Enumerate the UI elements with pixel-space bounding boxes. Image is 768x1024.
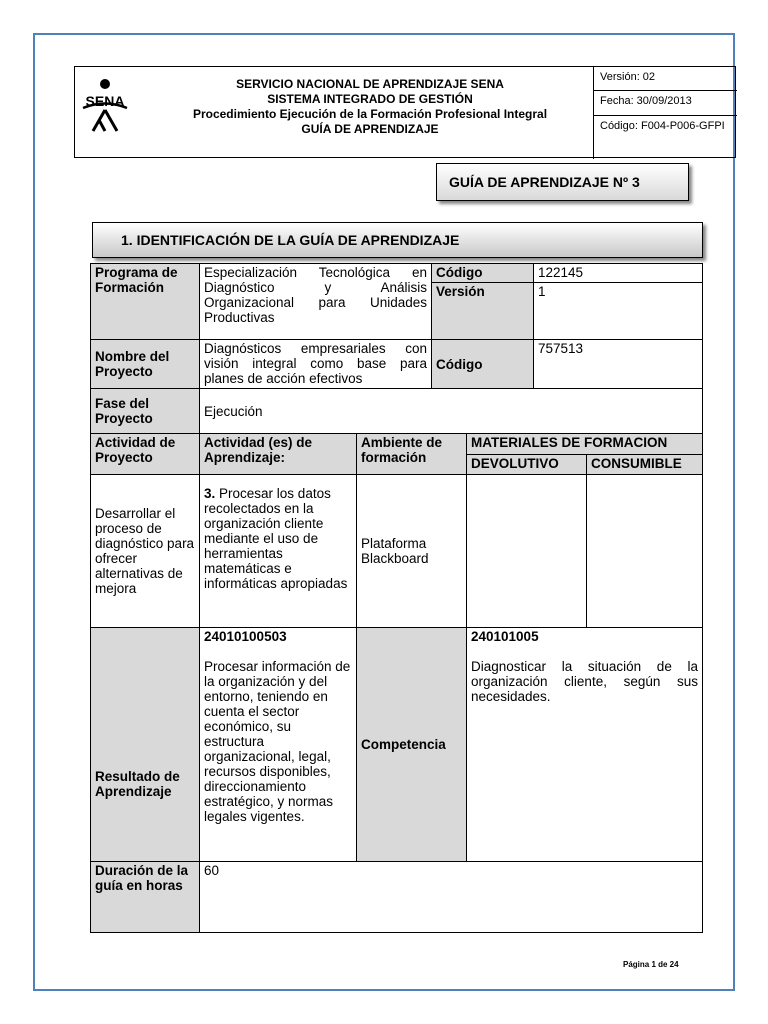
header-version: Versión: 02: [594, 67, 737, 91]
resultado-value: [199, 627, 357, 862]
header-line3: Procedimiento Ejecución de la Formación Profesional Integral: [192, 107, 548, 121]
competencia-label: [356, 627, 467, 862]
proyecto-value: Diagnósticos empresariales con visión integral como base para planes de acción efectivos: [199, 339, 432, 389]
codigo2-value: 757513: [533, 339, 703, 389]
header-line1: SERVICIO NACIONAL DE APRENDIZAJE SENA: [236, 77, 504, 91]
proyecto-label: [90, 339, 200, 389]
section-title: 1. IDENTIFICACIÓN DE LA GUÍA DE APRENDIZAJE: [92, 222, 703, 258]
programa-label: Programa de Formación: [90, 263, 200, 340]
consumible-label: CONSUMIBLE: [586, 454, 703, 475]
header-fecha: Fecha: 30/09/2013: [594, 91, 737, 116]
svg-text:SENA: SENA: [85, 93, 125, 109]
materiales-label: MATERIALES DE FORMACION: [466, 433, 703, 455]
codigo2-label: [431, 339, 534, 389]
fase-value-text: Ejecución: [204, 403, 263, 419]
resultado-label-text: Resultado de Aprendizaje: [95, 769, 180, 799]
devolutivo-label: DEVOLUTIVO: [466, 454, 587, 475]
resultado-label: [90, 627, 200, 862]
header-line4: GUÍA DE APRENDIZAJE: [301, 122, 439, 136]
header-line2: SISTEMA INTEGRADO DE GESTIÓN: [267, 92, 473, 106]
version-label: Versión: [431, 282, 534, 340]
guia-title: GUÍA DE APRENDIZAJE Nº 3: [436, 163, 689, 201]
consumible-value: [586, 474, 703, 628]
competencia-code: 240101005: [471, 629, 539, 644]
header-meta: [593, 67, 737, 159]
ambiente-text: Plataforma Blackboard: [361, 536, 429, 566]
codigo-value: 122145: [533, 263, 703, 283]
codigo2-label-text: Código: [436, 356, 483, 372]
devolutivo-value: [466, 474, 587, 628]
fase-value: [199, 388, 703, 434]
proyecto-label-text: Nombre del Proyecto: [95, 349, 170, 379]
resultado-code: 24010100503: [204, 629, 287, 644]
header-codigo: Código: F004-P006-GFPI: [600, 120, 725, 132]
sena-logo: [77, 75, 133, 131]
actividad-number: 3.: [204, 486, 216, 501]
competencia-label-text: Competencia: [361, 736, 446, 752]
ambiente-label: Ambiente de formación: [356, 433, 467, 475]
actividad-proyecto-label: Actividad de Proyecto: [90, 433, 200, 475]
version-value: 1: [533, 282, 703, 340]
page-number: Página 1 de 24: [623, 960, 679, 969]
codigo-label: Código: [431, 263, 534, 283]
duracion-value: 60: [199, 861, 703, 933]
actividad-aprendizaje-label: Actividad (es) de Aprendizaje:: [199, 433, 357, 475]
actividad-proyecto-text: Desarrollar el proceso de diagnóstico para ofrecer alternativas de mejora: [95, 506, 195, 596]
actividad-aprendizaje-text: Procesar los datos recolectados en la organización cliente mediante el uso de herramientas matemáticas e informáticas apropiadas: [204, 486, 348, 591]
resultado-text: Procesar información de la organización y del entorno, teniendo en cuenta el sector económico, su estructura organizacional, legal, recursos disponibles, direccionamiento estratégico, y normas legales vigentes.: [204, 659, 351, 824]
programa-value: Especialización Tecnológica en Diagnóstico y Análisis Organizacional para Unidades Productivas: [199, 263, 432, 340]
duracion-label: Duración de la guía en horas: [90, 861, 200, 933]
fase-label-text: Fase del Proyecto: [95, 396, 153, 426]
actividad-aprendizaje-value: [199, 474, 357, 628]
competencia-text: Diagnosticar la situación de la organización cliente, según sus necesidades.: [471, 659, 698, 704]
header-titles: [135, 77, 605, 137]
competencia-value: [466, 627, 703, 862]
fase-label: [90, 388, 200, 434]
actividad-proyecto-value: [90, 474, 200, 628]
ambiente-value: [356, 474, 467, 628]
document-header: [74, 66, 736, 158]
